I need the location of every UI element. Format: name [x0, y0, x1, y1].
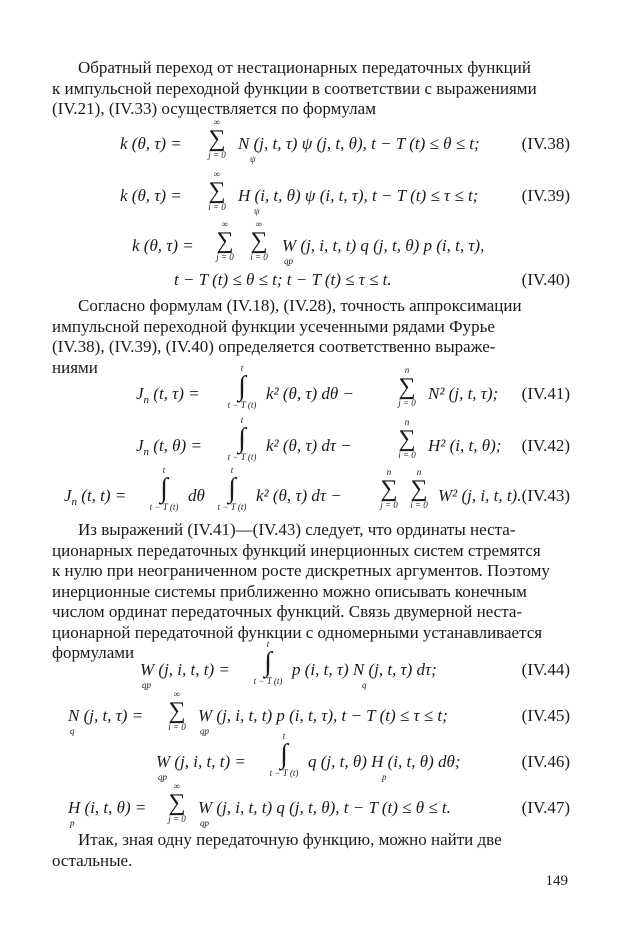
integral-operator — [222, 416, 262, 462]
sum-lower-limit: i = 0 — [208, 202, 226, 212]
equation-number: (IV.45) — [521, 706, 570, 725]
sum-lower-limit: i = 0 — [168, 722, 186, 732]
index-label: p — [382, 772, 387, 782]
sum-operator — [160, 782, 194, 824]
equation-body: q (j, t, θ) H (i, t, θ) dθ; — [308, 752, 461, 771]
integral-operator — [212, 466, 252, 512]
equation-lhs: k (θ, τ) = — [120, 186, 182, 205]
equation-number: (IV.38) — [521, 134, 570, 153]
index-label: qp — [200, 818, 209, 828]
integral-upper-limit: t — [230, 465, 234, 475]
sum-lower-limit: i = 0 — [398, 450, 416, 460]
text-line: инерционные системы приближенно можно описывать конечным — [52, 581, 527, 601]
text-line: Согласно формулам (IV.18), (IV.28), точность аппроксимации — [78, 296, 522, 315]
integral-lower-limit: t − T (t) — [227, 400, 257, 410]
text-line: (IV.38), (IV.39), (IV.40) определяется соответственно выраже- — [52, 337, 496, 356]
sum-lower-limit: j = 0 — [398, 398, 416, 408]
equation-body: H (i, t, θ) ψ (i, t, τ), t − T (t) ≤ τ ≤ t; — [238, 186, 479, 205]
index-label: qp — [158, 772, 167, 782]
integral-operator — [264, 732, 304, 778]
sum-upper-limit: ∞ — [173, 689, 181, 699]
equation-body: W (j, i, t, t) p (i, t, τ), t − T (t) ≤ τ ≤ t; — [198, 706, 448, 725]
sum-upper-limit: ∞ — [255, 219, 263, 229]
text-line: формулами — [52, 643, 135, 662]
equation-lhs: k (θ, τ) = — [120, 134, 182, 153]
sum-lower-limit: j = 0 — [216, 252, 234, 262]
integral-lower-limit: t − T (t) — [253, 676, 283, 686]
text-line: Итак, зная одну передаточную функцию, можно найти две — [78, 830, 502, 849]
equation-lhs: W (j, i, t, t) = — [140, 660, 230, 679]
equation-body: W (j, i, t, t) q (j, t, θ), t − T (t) ≤ θ ≤ t. — [198, 798, 451, 817]
sum-upper-limit: ∞ — [173, 781, 181, 791]
sum-lower-limit: j = 0 — [208, 150, 226, 160]
sum-lower-limit: j = 0 — [168, 814, 186, 824]
paragraph-accuracy — [52, 296, 568, 378]
equation-number: (IV.47) — [521, 798, 570, 817]
equation-body: k² (θ, τ) dθ − — [266, 384, 354, 403]
equation-body: k² (θ, τ) dτ − — [266, 436, 352, 455]
sum-operator — [242, 220, 276, 262]
sum-operator — [208, 220, 242, 262]
equation-number: (IV.39) — [521, 186, 570, 205]
equation-iv40 — [52, 219, 570, 296]
equation-lhs: W (j, i, t, t) = — [156, 752, 246, 771]
sum-sign: ∑ — [208, 126, 226, 152]
index-label: qp — [200, 726, 209, 736]
text-line: ниями — [52, 357, 98, 377]
index-label: ψ — [254, 206, 260, 216]
integral-lower-limit: t − T (t) — [269, 768, 299, 778]
sum-upper-limit: n — [404, 417, 410, 427]
text-line: ционарных передаточных функций инерционных систем стремятся — [52, 540, 541, 560]
equation-number: (IV.46) — [521, 752, 570, 771]
sum-upper-limit: ∞ — [213, 169, 221, 179]
integral-sign: ∫ — [228, 473, 236, 504]
text-line: числом ординат передаточных функций. Связь двумерной неста- — [52, 602, 523, 621]
page-number: 149 — [545, 873, 568, 889]
sum-sign: ∑ — [410, 476, 428, 502]
equation-condition: t − T (t) ≤ θ ≤ t; t − T (t) ≤ τ ≤ t. — [174, 270, 392, 289]
index-label: qp — [142, 680, 151, 690]
text-line: (IV.21), (IV.33) осуществляется по формулам — [52, 99, 376, 118]
sum-sign: ∑ — [216, 228, 234, 254]
sum-operator — [200, 170, 234, 212]
text-line: импульсной переходной функции усеченными рядами Фурье — [52, 316, 495, 336]
integral-upper-limit: t — [240, 363, 244, 373]
sum-operator — [390, 418, 424, 460]
equation-number: (IV.44) — [521, 660, 570, 679]
sum-operator — [404, 468, 434, 510]
equation-iv46 — [52, 731, 570, 788]
text-line: к импульсной переходной функции в соответствии с выражениями — [52, 78, 537, 98]
integral-operator — [144, 466, 184, 512]
sum-upper-limit: ∞ — [213, 117, 221, 127]
integral-upper-limit: t — [282, 731, 286, 741]
sum-lower-limit: j = 0 — [380, 500, 398, 510]
equation-lhs: k (θ, τ) = — [132, 236, 194, 255]
integral-sign: ∫ — [238, 423, 246, 454]
equation-body: k² (θ, τ) dτ − — [256, 486, 342, 505]
equation-body: H² (i, t, θ); — [428, 436, 502, 455]
sum-sign: ∑ — [168, 698, 186, 724]
sum-lower-limit: i = 0 — [410, 500, 428, 510]
equation-body: dθ — [188, 486, 205, 505]
equation-body: W² (j, i, t, t). — [438, 486, 522, 505]
sum-sign: ∑ — [208, 178, 226, 204]
index-label: q — [362, 680, 367, 690]
integral-sign: ∫ — [280, 739, 288, 770]
integral-lower-limit: t − T (t) — [227, 452, 257, 462]
integral-lower-limit: t − T (t) — [217, 502, 247, 512]
sum-upper-limit: ∞ — [221, 219, 229, 229]
sum-sign: ∑ — [398, 374, 416, 400]
integral-sign: ∫ — [160, 473, 168, 504]
integral-upper-limit: t — [162, 465, 166, 475]
sum-operator — [390, 366, 424, 408]
equation-number: (IV.40) — [521, 270, 570, 289]
sum-sign: ∑ — [398, 426, 416, 452]
equation-number: (IV.41) — [521, 384, 570, 403]
intro-paragraph — [52, 58, 568, 120]
equation-lhs: $J_n$ (t, t) = — [64, 486, 127, 508]
sum-upper-limit: n — [404, 365, 410, 375]
equation-lhs: $J_n$ (t, θ) = — [136, 436, 202, 458]
sum-sign: ∑ — [168, 790, 186, 816]
equation-body: W (j, i, t, t) q (j, t, θ) p (i, t, τ), — [282, 236, 485, 255]
index-label: q — [70, 726, 75, 736]
equation-iv45 — [52, 689, 570, 740]
sum-lower-limit: i = 0 — [250, 252, 268, 262]
integral-operator — [222, 364, 262, 410]
text-line: ционарной передаточной функции с одномерными устанавливается — [52, 622, 543, 642]
integral-sign: ∫ — [238, 371, 246, 402]
equation-body: N² (j, t, τ); — [428, 384, 499, 403]
index-label: p — [70, 818, 75, 828]
equation-number: (IV.42) — [521, 436, 570, 455]
text-line: остальные. — [52, 850, 133, 870]
integral-upper-limit: t — [240, 415, 244, 425]
sum-sign: ∑ — [250, 228, 268, 254]
integral-operator — [248, 640, 288, 686]
sum-upper-limit: n — [386, 467, 392, 477]
sum-operator — [200, 118, 234, 160]
integral-upper-limit: t — [266, 639, 270, 649]
sum-sign: ∑ — [380, 476, 398, 502]
equation-iv47 — [52, 781, 570, 832]
index-label: ψ — [250, 154, 256, 164]
equation-iv44 — [52, 639, 570, 696]
equation-lhs: H (i, t, θ) = — [68, 798, 147, 817]
equation-body: N (j, t, τ) ψ (j, t, θ), t − T (t) ≤ θ ≤ t; — [238, 134, 480, 153]
text-line: Обратный переход от нестационарных передаточных функций — [78, 58, 531, 77]
equation-lhs: N (j, t, τ) = — [68, 706, 144, 725]
integral-sign: ∫ — [264, 647, 272, 678]
equation-lhs: $J_n$ (t, τ) = — [136, 384, 200, 406]
paragraph-ordinates — [52, 520, 568, 664]
equation-iv43 — [52, 465, 570, 522]
equation-iv42 — [52, 415, 570, 470]
equation-iv38 — [52, 117, 570, 166]
sum-operator — [374, 468, 404, 510]
equation-body: p (i, t, τ) N (j, t, τ) dτ; — [292, 660, 437, 679]
equation-number: (IV.43) — [521, 486, 570, 505]
integral-lower-limit: t − T (t) — [149, 502, 179, 512]
sum-operator — [160, 690, 194, 732]
paragraph-conclusion — [52, 830, 568, 871]
text-line: Из выражений (IV.41)—(IV.43) следует, что ординаты неста- — [78, 520, 516, 539]
text-line: к нулю при неограниченном росте дискретных аргументов. Поэтому — [52, 561, 550, 580]
equation-iv39 — [52, 169, 570, 218]
sum-upper-limit: n — [416, 467, 422, 477]
index-label: qp — [284, 256, 293, 266]
